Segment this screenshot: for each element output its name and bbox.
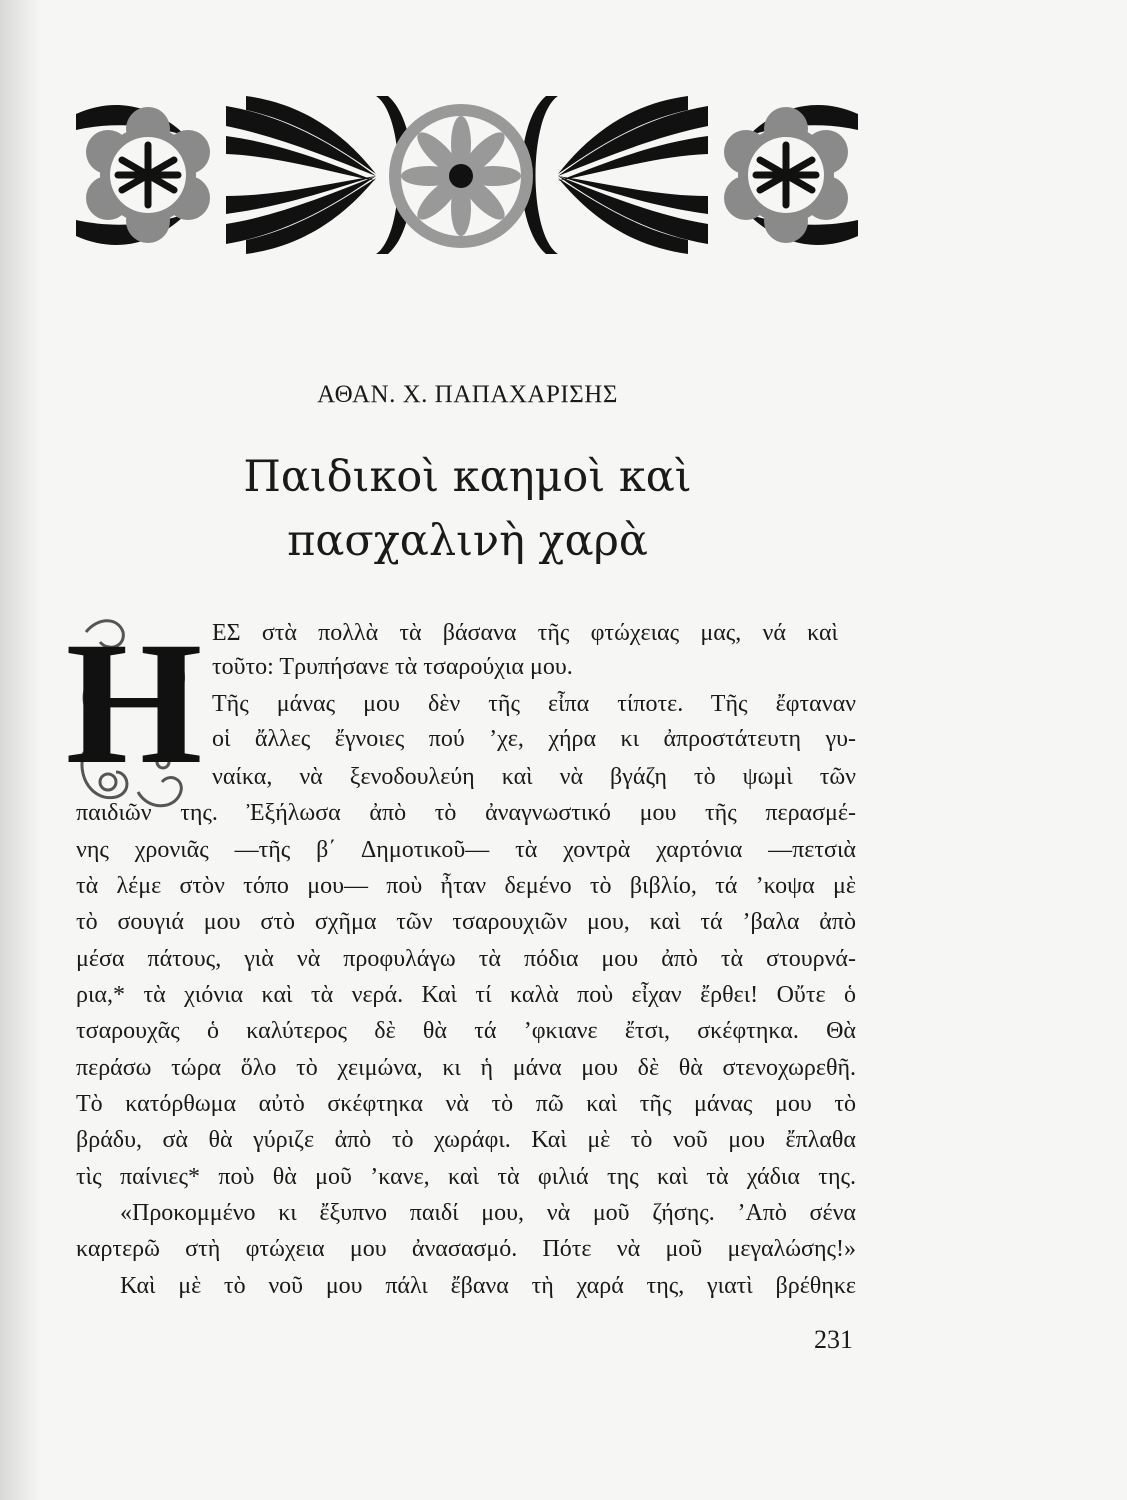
body-line: νης χρονιᾶς —τῆς β΄ Δημοτικοῦ— τὰ χοντρὰ χαρτόνια —πετσιὰ (76, 837, 856, 863)
author-name: ΑΘΑΝ. Χ. ΠΑΠΑΧΑΡΙΣΗΣ (317, 381, 618, 408)
body-line: τὰ λέμε στὸν τόπο μου— ποὺ ἦταν δεμένο τὸ βιβλίο, τά ’κοψα μὲ (76, 873, 856, 899)
chapter-title (0, 445, 935, 573)
body-line: μέσα πάτους, γιὰ νὰ προφυλάγω τὰ πόδια μου ἀπὸ τὰ στουρνά- (76, 946, 856, 972)
page-number: 231 (814, 1325, 853, 1354)
body-line: καρτερῶ στὴ φτώχεια μου ἀνασασμό. Πότε νὰ μοῦ μεγαλώσης!» (76, 1236, 856, 1262)
body-line: Τῆς μάνας μου δὲν τῆς εἶπα τίποτε. Τῆς ἔφταναν (212, 691, 856, 717)
body-line: Καὶ μὲ τὸ νοῦ μου πάλι ἔβανα τὴ χαρά της, γιατὶ βρέθηκε (120, 1273, 856, 1299)
body-line: τὶς παίνιες* ποὺ θὰ μοῦ ’κανε, καὶ τὰ φιλιά της καὶ τὰ χάδια της. (76, 1164, 856, 1190)
body-line: ΕΣ στὰ πολλὰ τὰ βάσανα τῆς φτώχειας μας, νά καὶ (212, 620, 838, 646)
body-line: βράδυ, σὰ θὰ γύριζε ἀπὸ τὸ χωράφι. Καὶ μὲ τὸ νοῦ μου ἔπλαθα (76, 1127, 856, 1153)
page-gutter-shadow (0, 0, 40, 1500)
body-line: περάσω τώρα ὅλο τὸ χειμώνα, κι ἡ μάνα μου δὲ θὰ στενοχωρεθῆ. (76, 1055, 856, 1081)
body-line: τὸ σουγιά μου στὸ σχῆμα τῶν τσαρουχιῶν μου, καὶ τά ’βαλα ἀπὸ (76, 909, 856, 935)
body-line: τοῦτο: Τρυπήσανε τὰ τσαρούχια μου. (212, 654, 573, 680)
dropcap-letter: Η (65, 606, 203, 801)
body-line: παιδιῶν της. Ἐξήλωσα ἀπὸ τὸ ἀναγνωστικό μου τῆς περασμέ- (76, 800, 856, 826)
dropcap-ornament (65, 606, 203, 816)
body-line: τσαρουχᾶς ὁ καλύτερος δὲ θὰ τά ’φκιανε ἔτσι, σκέφτηκα. Θὰ (76, 1018, 856, 1044)
title-line-1: Παιδικοὶ καημοὶ καὶ (243, 452, 692, 502)
body-line: ναίκα, νὰ ξενοδουλεύη καὶ νὰ βγάζη τὸ ψωμὶ τῶν (212, 764, 856, 790)
title-line-2: πασχαλινὴ χαρὰ (287, 516, 648, 566)
body-line: ρια,* τὰ χιόνια καὶ τὰ νερά. Καὶ τί καλὰ ποὺ εἶχαν ἔρθει! Οὔτε ὁ (76, 982, 856, 1008)
body-line: Τὸ κατόρθωμα αὐτὸ σκέφτηκα νὰ τὸ πῶ καὶ τῆς μάνας μου τὸ (76, 1091, 856, 1117)
header-ornament (76, 96, 858, 254)
body-line: οἱ ἄλλες ἔγνοιες πού ’χε, χήρα κι ἀπροστάτευτη γυ- (212, 726, 856, 752)
body-line: «Προκομμένο κι ἔξυπνο παιδί μου, νὰ μοῦ ζήσης. ’Απὸ σένα (120, 1200, 856, 1226)
